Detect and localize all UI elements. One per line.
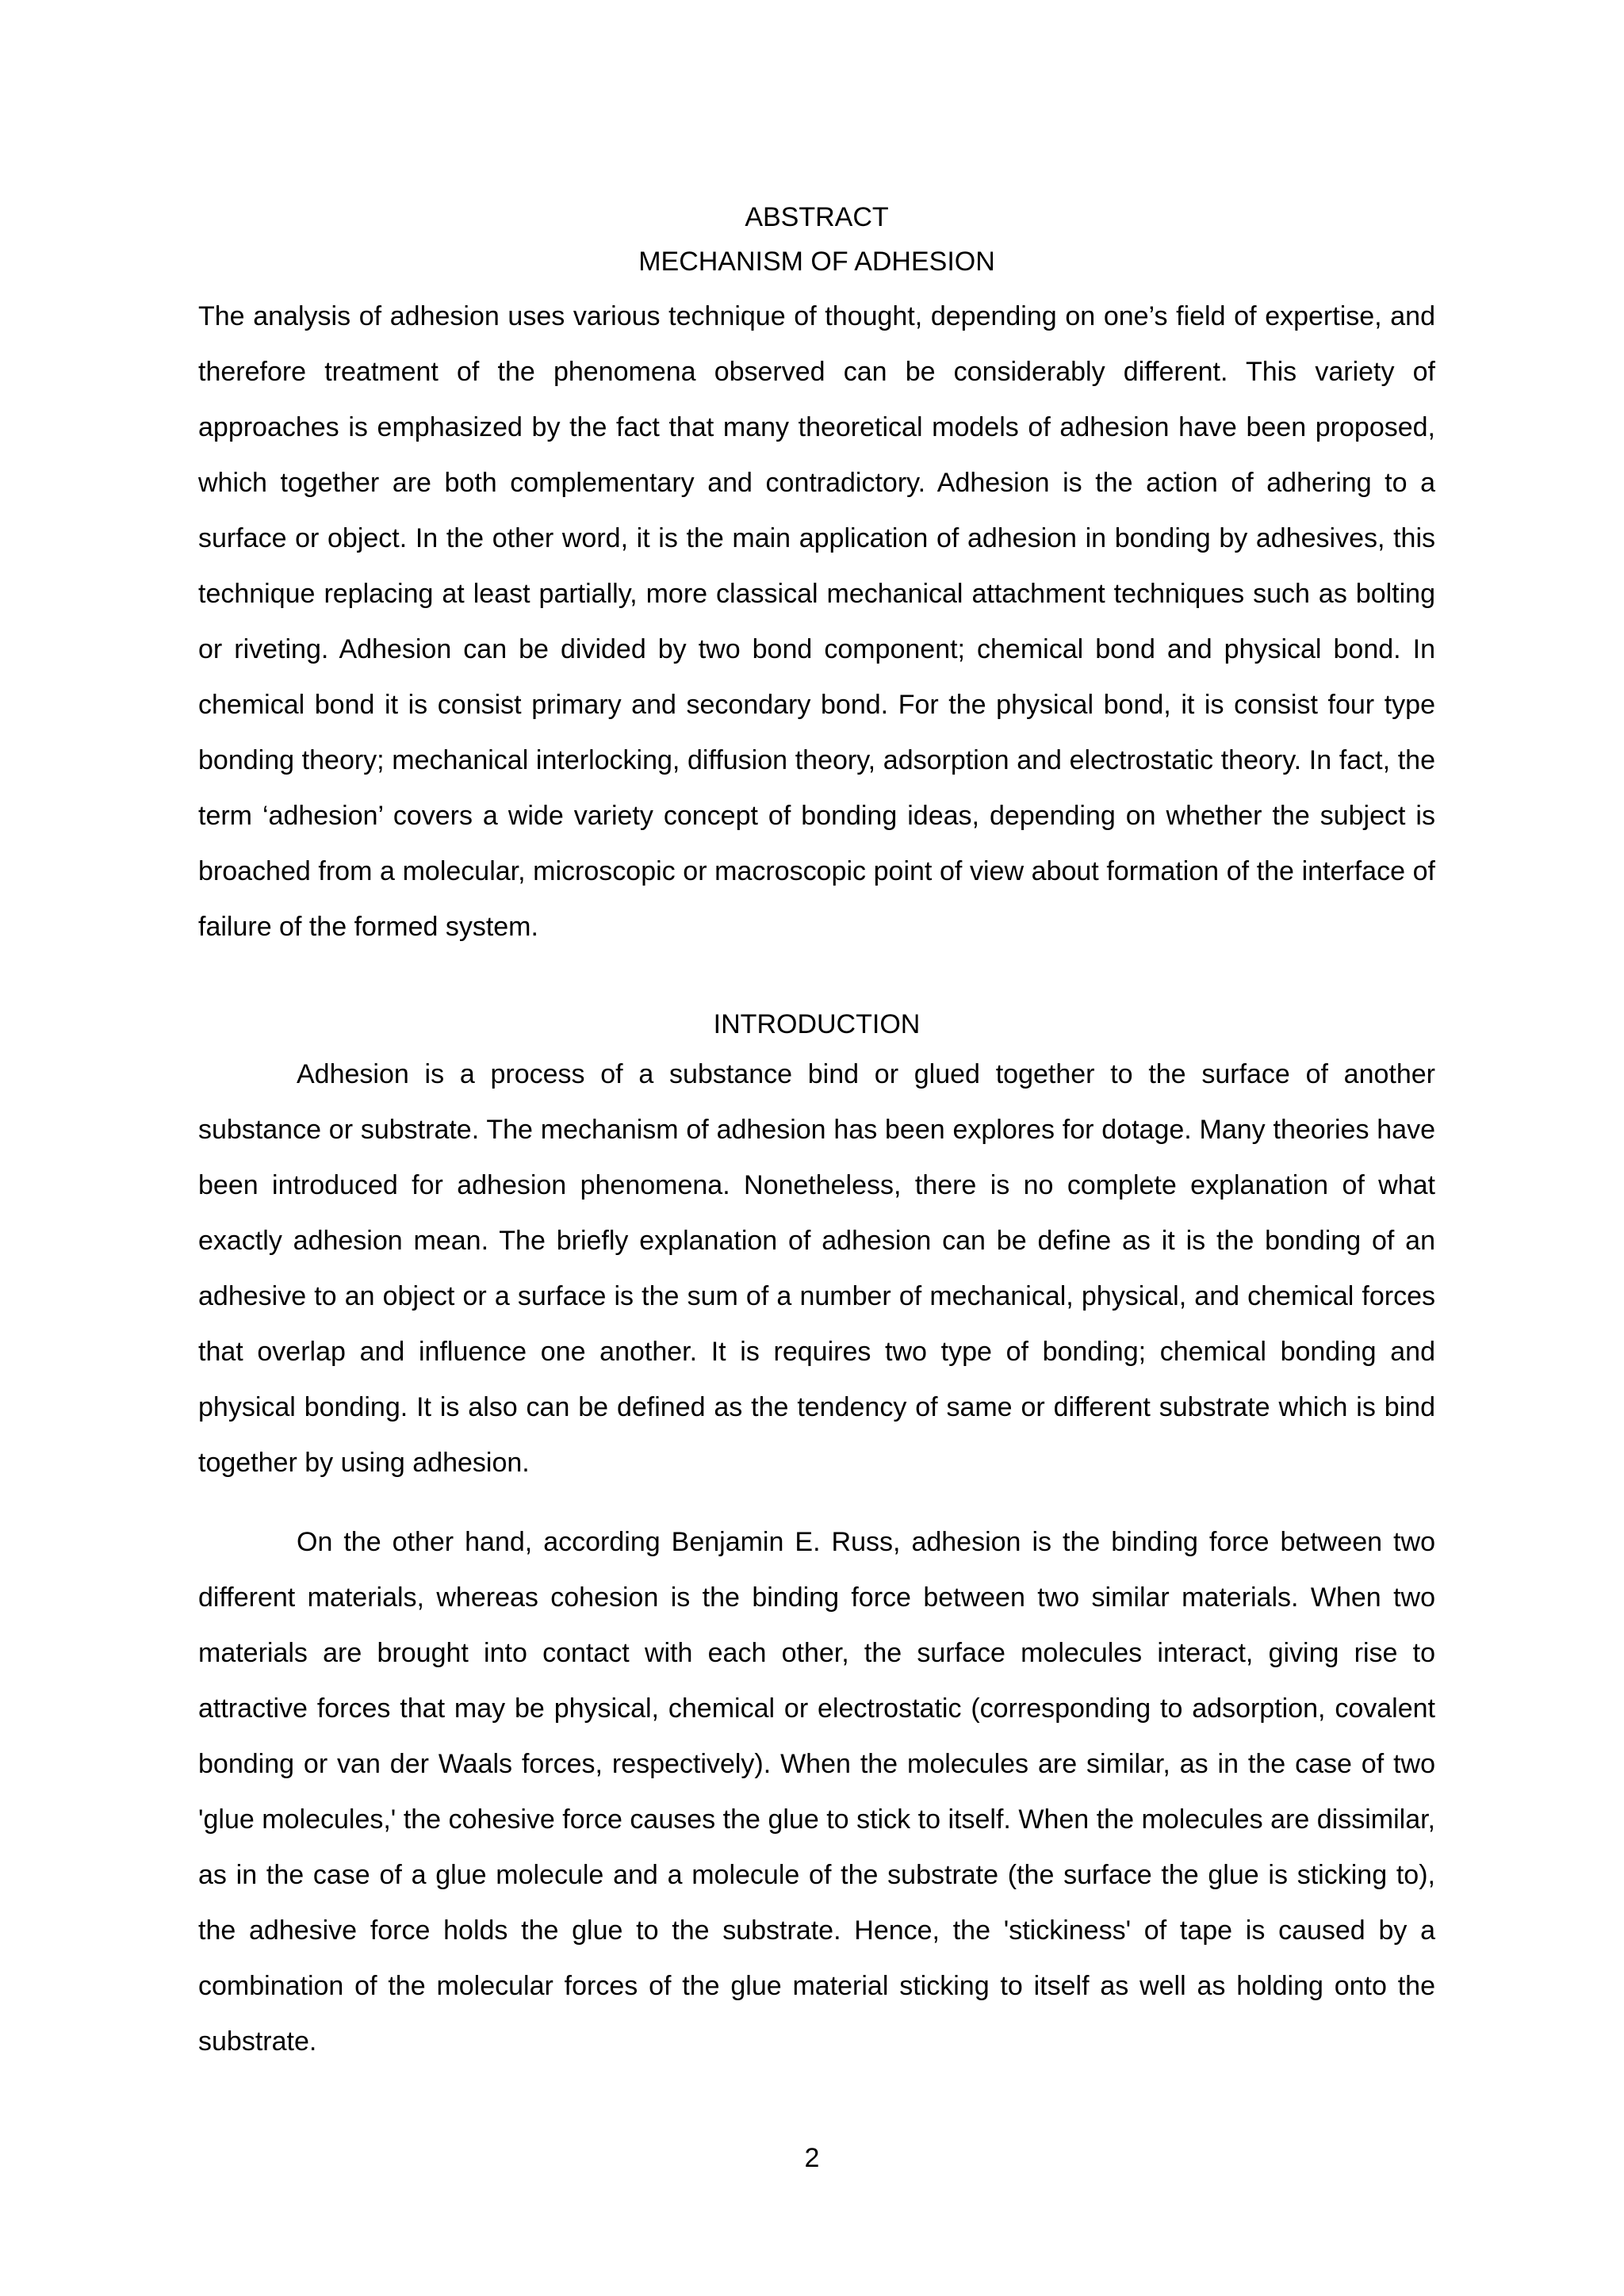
spacer — [198, 1490, 1435, 1514]
page-content — [198, 195, 1435, 2069]
spacer — [198, 955, 1435, 1002]
abstract-subheading: MECHANISM OF ADHESION — [638, 247, 995, 277]
introduction-heading: INTRODUCTION — [713, 1009, 921, 1039]
abstract-paragraph: The analysis of adhesion uses various technique of thought, depending on one’s field of expertise, and therefore treatment of the phenomena observed can be considerably different. This variety of approaches is emphasized by the fact that many theoretical models of adhesion have been proposed, which together are both complementary and contradictory. Adhesion is the action of adhering to a surface or object. In the other word, it is the main application of adhesion in bonding by adhesives, this technique replacing at least partially, more classical mechanical attachment techniques such as bolting or riveting. Adhesion can be divided by two bond component; chemical bond and physical bond. In chemical bond it is consist primary and secondary bond. For the physical bond, it is consist four type bonding theory; mechanical interlocking, diffusion theory, adsorption and electrostatic theory. In fact, the term ‘adhesion’ covers a wide variety concept of bonding ideas, depending on whether the subject is broached from a molecular, microscopic or macroscopic point of view about formation of the interface of failure of the formed system. — [198, 301, 1435, 942]
page-number: 2 — [804, 2143, 820, 2173]
introduction-paragraph-1: Adhesion is a process of a substance bind or glued together to the surface of another substance or substrate. The mechanism of adhesion has been explores for dotage. Many theories have been introduced for adhesion phenomena. Nonetheless, there is no complete explanation of what exactly adhesion mean. The briefly explanation of adhesion can be define as it is the bonding of an adhesive to an object or a surface is the sum of a number of mechanical, physical, and chemical forces that overlap and influence one another. It is requires two type of bonding; chemical bonding and physical bonding. It is also can be defined as the tendency of same or different substrate which is bind together by using adhesion. — [198, 1059, 1435, 1478]
abstract-heading: ABSTRACT — [745, 202, 889, 232]
introduction-paragraph-2: On the other hand, according Benjamin E. Russ, adhesion is the binding force between two different materials, whereas cohesion is the binding force between two similar materials. When two materials are brought into contact with each other, the surface molecules interact, giving rise to attractive forces that may be physical, chemical or electrostatic (corresponding to adsorption, covalent bonding or van der Waals forces, respectively). When the molecules are similar, as in the case of two 'glue molecules,' the cohesive force causes the glue to stick to itself. When the molecules are dissimilar, as in the case of a glue molecule and a molecule of the substrate (the surface the glue is sticking to), the adhesive force holds the glue to the substrate. Hence, the 'stickiness' of tape is caused by a combination of the molecular forces of the glue material sticking to itself as well as holding onto the substrate. — [198, 1527, 1435, 2057]
